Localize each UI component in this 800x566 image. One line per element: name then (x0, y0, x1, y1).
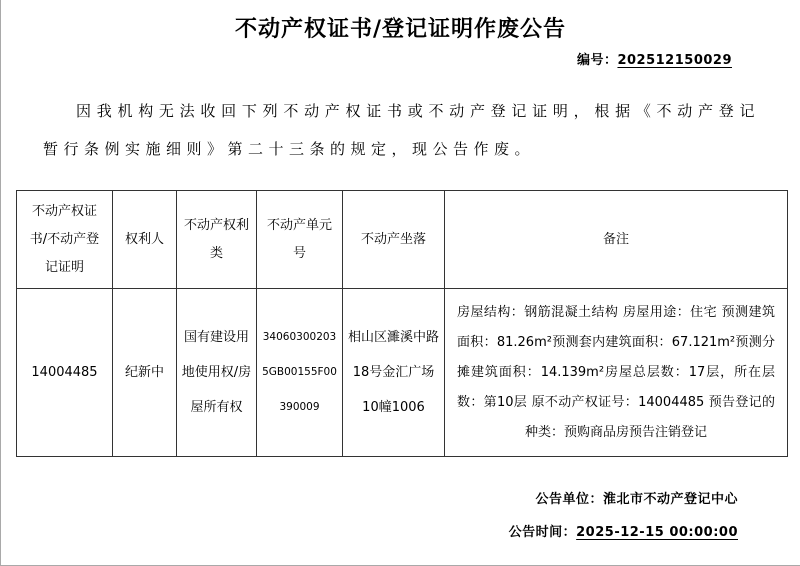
cell-unit-no: 340603002035GB00155F00390009 (257, 289, 343, 457)
announcement-unit-label: 公告单位： (535, 492, 603, 507)
cell-location: 相山区濉溪中路18号金汇广场10幢1006 (343, 289, 445, 457)
announcement-time-value: 2025-12-15 00:00:00 (576, 525, 738, 540)
col-header-holder: 权利人 (113, 191, 177, 289)
table-row (17, 289, 788, 457)
serial-label: 编号： (576, 53, 618, 68)
footer (1, 483, 800, 549)
serial-number: 202512150029 (617, 53, 732, 68)
certificates-table (16, 190, 788, 457)
cell-holder: 纪新中 (113, 289, 177, 457)
cell-remarks: 房屋结构：钢筋混凝土结构 房屋用途：住宅 预测建筑面积：81.26m²预测套内建筑面积：67.121m²预测分摊建筑面积：14.139m²房屋总层数：17层，所在层数：第10层 原不动产权证号：14004485 预告登记的种类：预购商品房预告注销登记 (445, 289, 788, 457)
cell-right-type: 国有建设用地使用权/房屋所有权 (177, 289, 257, 457)
col-header-location: 不动产坐落 (343, 191, 445, 289)
col-header-remarks: 备注 (445, 191, 788, 289)
announcement-unit-line (1, 483, 738, 516)
cell-certificate-no: 14004485 (17, 289, 113, 457)
announcement-unit-value: 淮北市不动产登记中心 (602, 492, 738, 507)
announcement-time-line (1, 516, 738, 549)
serial-number-line (1, 49, 800, 68)
announcement-time-label: 公告时间： (508, 525, 577, 540)
col-header-unit-no: 不动产单元号 (257, 191, 343, 289)
intro-paragraph: 因我机构无法收回下列不动产权证书或不动产登记证明，根据《不动产登记暂行条例实施细则》第二十三条的规定，现公告作废。 (43, 102, 760, 158)
col-header-certificate-no: 不动产权证书/不动产登记证明 (17, 191, 113, 289)
page-title: 不动产权证书/登记证明作废公告 (234, 17, 567, 42)
table-header-row (17, 191, 788, 289)
col-header-right-type: 不动产权利类 (177, 191, 257, 289)
